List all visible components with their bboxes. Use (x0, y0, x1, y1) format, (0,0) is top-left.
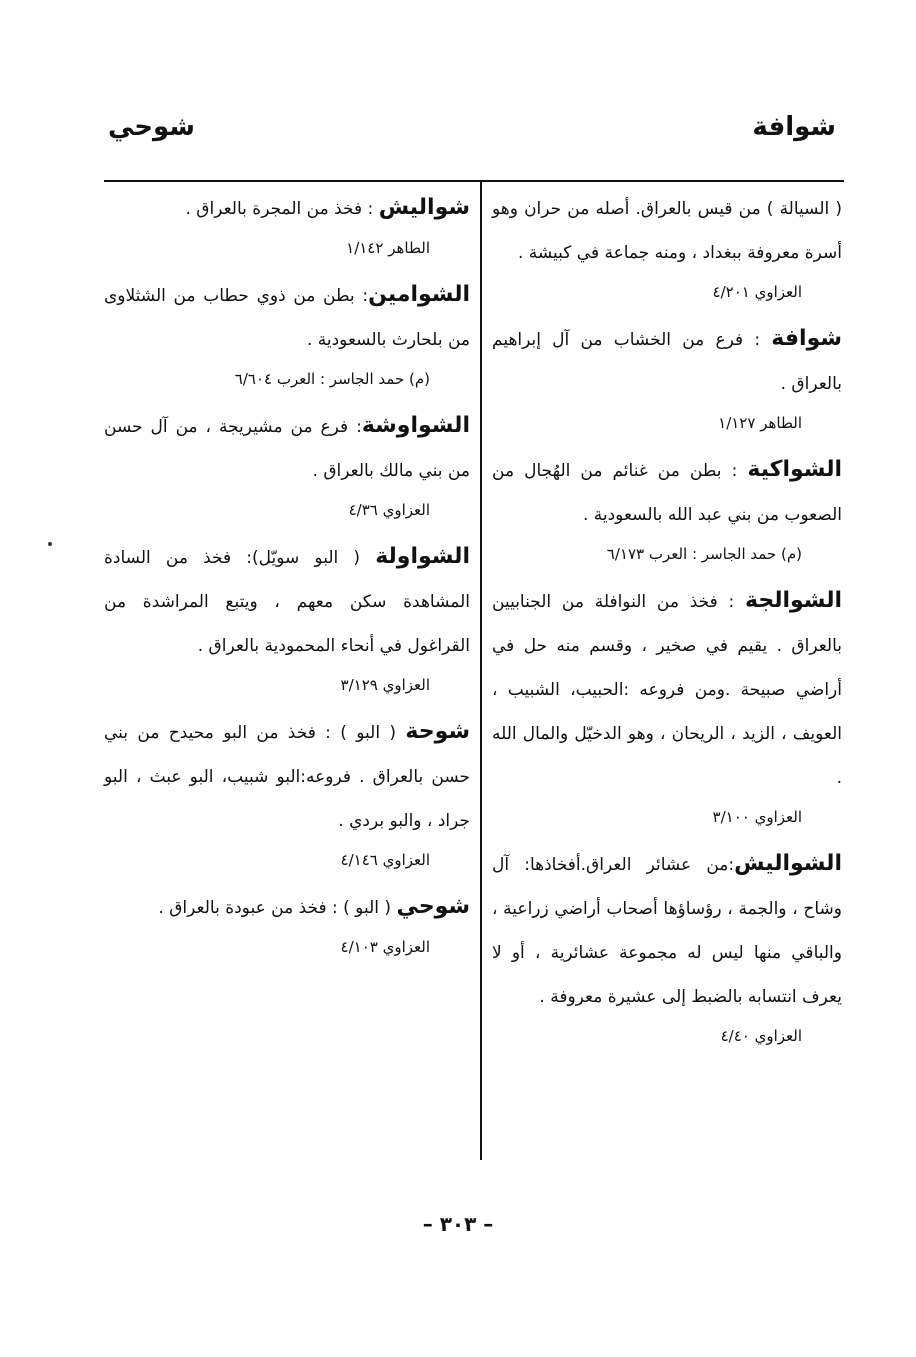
entry-source: (م) حمد الجاسر : العرب ٦/١٧٣ (606, 545, 802, 563)
entry (104, 710, 470, 875)
entry-text (104, 885, 470, 930)
entry-source: العزاوي ٤/٤٠ (720, 1027, 802, 1045)
right-column (492, 186, 842, 1061)
entry (492, 317, 842, 438)
entry-text (104, 404, 470, 493)
entry-text (492, 842, 842, 1019)
entry (492, 186, 842, 307)
entry-headword: شوحة (405, 719, 470, 744)
entry-headword: شواليش (378, 195, 470, 220)
entry-body: ( البو ) : فخذ من عبودة بالعراق . (158, 898, 397, 918)
entry-source: (م) حمد الجاسر : العرب ٦/٦٠٤ (234, 370, 430, 388)
ink-speck (48, 542, 52, 546)
entry-headword: شوافة (771, 326, 842, 351)
entry-source: العزاوي ٤/٣٦ (348, 501, 430, 519)
entry-text (104, 186, 470, 231)
entry (492, 579, 842, 832)
running-head-right: شوافة (752, 112, 836, 142)
entry (104, 404, 470, 525)
entry-text (492, 317, 842, 406)
entry-text (492, 186, 842, 275)
running-head-left: شوحي (108, 112, 195, 142)
entry-text (104, 710, 470, 843)
entry (104, 273, 470, 394)
entry-source: العزاوي ٤/٢٠١ (712, 283, 802, 301)
entry-source: العزاوي ٤/١٠٣ (340, 938, 430, 956)
page-number: – ٣٠٣ – (422, 1212, 494, 1236)
entry-source: العزاوي ٣/١٢٩ (340, 676, 430, 694)
entry-text (492, 448, 842, 537)
entry-source: الطاهر ١/١٢٧ (718, 414, 802, 432)
entry (104, 535, 470, 700)
column-divider (480, 180, 482, 1160)
entry-text (492, 579, 842, 800)
entry-headword: الشواكية (747, 457, 842, 482)
entry-headword: الشوالجة (745, 588, 842, 613)
entry-headword: الشواليش (734, 851, 842, 876)
entry-body: : فرع من الخشاب من آل إبراهيم بالعراق . (492, 330, 842, 394)
entry-body: :من عشائر العراق.أفخاذها: آل وشاح ، والجمة ، رؤساؤها أصحاب أراضي زراعية ، والباقي منها ليس له مجموعة عشائرية ، أو لا يعرف انتسابه بالضبط إلى عشيرة معروفة . (492, 855, 842, 1007)
entry-headword: الشواوشة (361, 413, 470, 438)
entry (492, 842, 842, 1051)
left-column (104, 186, 470, 972)
entry-text (104, 535, 470, 668)
entry-body: ( البو سويّل): فخذ من السادة المشاهدة سكن معهم ، ويتبع المراشدة من القراغول في أنحاء المحمودية بالعراق . (104, 548, 470, 656)
entry-body: : بطن من ذوي حطاب من الشثلاوى من بلحارث بالسعودية . (104, 286, 470, 350)
entry (492, 448, 842, 569)
entry-body: : فرع من مشيريجة ، من آل حسن من بني مالك بالعراق . (104, 417, 470, 481)
entry-source: الطاهر ١/١٤٢ (346, 239, 430, 257)
entry-source: العزاوي ٤/١٤٦ (340, 851, 430, 869)
entry-text (104, 273, 470, 362)
entry-body: ( البو ) : فخذ من البو محيدح من بني حسن بالعراق . فروعه:البو شبيب، البو عبث ، البو جراد ، والبو بردي . (104, 723, 470, 831)
entry-body: : فخذ من النوافلة من الجنابيين بالعراق . يقيم في صخير ، وقسم منه حل في أراضي صبيحة .ومن فروعه :الحبيب، الشبيب ، العويف ، الزيد ، الريحان ، وهو الدخيّل والمال الله . (492, 592, 842, 788)
entry (104, 885, 470, 962)
entry-body: : فخذ من المجرة بالعراق . (185, 199, 379, 219)
entry-source: العزاوي ٣/١٠٠ (712, 808, 802, 826)
entry-body: ( السيالة ) من قيس بالعراق. أصله من حران وهو أسرة معروفة ببغداد ، ومنه جماعة في كبيشة . (492, 199, 842, 263)
entry-headword: شوحي (396, 894, 470, 919)
entry-headword: الشواولة (375, 544, 470, 569)
entry-body: : بطن من غنائم من الهُجال من الصعوب من بني عبد الله بالسعودية . (492, 461, 842, 525)
entry-headword: الشوامين (368, 282, 470, 307)
entry (104, 186, 470, 263)
header-rule (104, 180, 844, 182)
